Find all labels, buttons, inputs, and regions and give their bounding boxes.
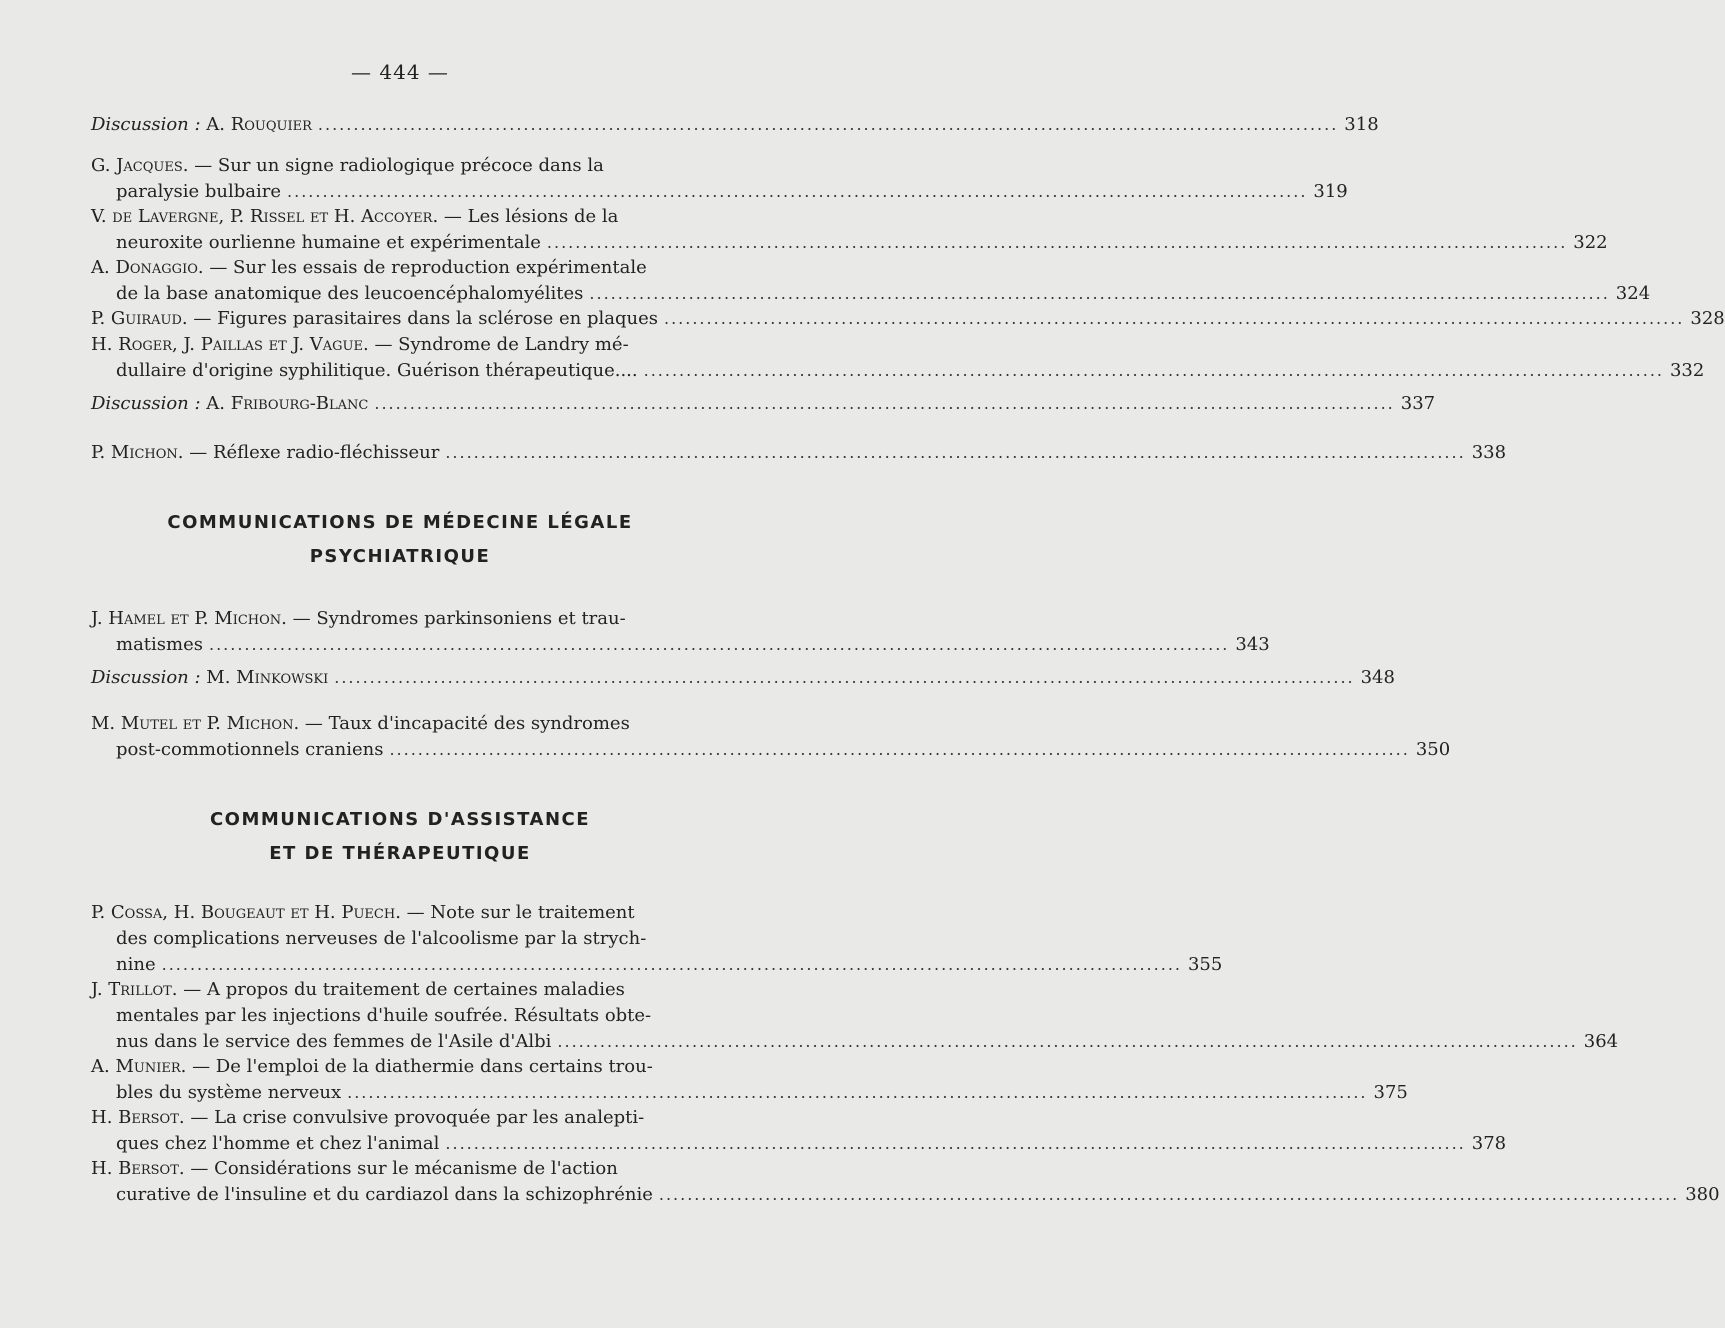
toc-entry-line <box>91 391 1436 417</box>
toc-entry-page: 337 <box>1400 393 1436 414</box>
toc-entry-page: 319 <box>1313 181 1348 202</box>
toc-entry-author: P. Guiraud. <box>91 308 188 329</box>
toc-entry-title: matismes <box>116 634 203 655</box>
toc-entry-author: H. Bersot. <box>91 1107 185 1128</box>
section-heading-line: COMMUNICATIONS DE MÉDECINE LÉGALE <box>167 512 633 533</box>
toc-entry-title: — Les lésions de la <box>443 206 619 227</box>
toc-entry-title: curative de l'insuline et du cardiazol dans la schizophrénie <box>116 1184 653 1205</box>
toc-entry-author: M. Minkowski <box>206 667 329 688</box>
toc-entry-text <box>116 926 646 952</box>
leader-dots <box>334 665 1354 691</box>
toc-entry-author: V. de Lavergne, P. Rissel et H. Accoyer. <box>91 206 439 227</box>
toc-entry-line <box>91 632 1270 658</box>
toc-entry-text <box>116 1131 439 1157</box>
toc-entry-line <box>91 1003 726 1029</box>
leader-dots <box>209 632 1229 658</box>
toc-entry-text <box>91 606 626 632</box>
toc-entry-title: neuroxite ourlienne humaine et expérimentale <box>116 232 541 253</box>
toc-entry-author: P. Michon. <box>91 442 184 463</box>
toc-entry-text <box>91 332 629 358</box>
toc-entry-text <box>91 391 368 417</box>
toc-entry-title: — A propos du traitement de certaines maladies <box>183 979 625 1000</box>
toc-entry-line <box>91 179 1348 205</box>
toc-entry <box>91 977 1619 1055</box>
leader-dots <box>547 230 1567 256</box>
discussion-label: Discussion : <box>91 667 201 688</box>
toc-entry-text <box>116 230 541 256</box>
discussion-label: Discussion : <box>91 114 201 135</box>
leader-dots <box>664 306 1684 332</box>
toc-entry <box>91 112 1379 138</box>
toc-entry-line <box>91 255 726 281</box>
leader-dots <box>374 391 1394 417</box>
toc-entry-page: 364 <box>1583 1031 1619 1052</box>
leader-dots <box>644 358 1664 384</box>
leader-dots <box>347 1080 1367 1106</box>
toc-entry-line <box>91 204 726 230</box>
toc-entry-title: — Considérations sur le mécanisme de l'action <box>190 1158 618 1179</box>
toc-entry-line <box>91 112 1379 138</box>
section-heading-line: PSYCHIATRIQUE <box>309 546 491 567</box>
toc-entry-text <box>91 665 328 691</box>
toc-entry-page: 375 <box>1373 1082 1408 1103</box>
toc-entry-title: ques chez l'homme et chez l'animal <box>116 1133 440 1154</box>
toc-entry-text <box>116 737 383 763</box>
toc-entry-text <box>91 977 625 1003</box>
toc-entry-title: mentales par les injections d'huile soufrée. Résultats obte- <box>116 1005 652 1026</box>
toc-entry-text <box>116 1029 551 1055</box>
toc-entry-line <box>91 952 1223 978</box>
toc-entry-line <box>91 306 1725 332</box>
leader-dots <box>557 1029 1577 1055</box>
toc-entry-text <box>91 1054 653 1080</box>
toc-entry-text <box>116 1080 341 1106</box>
toc-entry-title: de la base anatomique des leucoencéphalomyélites <box>116 283 584 304</box>
toc-entry-page: 322 <box>1573 232 1608 253</box>
toc-entry-text <box>116 1182 653 1208</box>
toc-entry-title: — Taux d'incapacité des syndromes <box>304 713 630 734</box>
toc-entry-line <box>91 1054 726 1080</box>
leader-dots <box>445 440 1465 466</box>
toc-entry-author: A. Donaggio. <box>91 257 204 278</box>
toc-entry-text <box>91 1105 644 1131</box>
toc-entry-author: A. Fribourg-Blanc <box>206 393 369 414</box>
toc-entry-text <box>91 1156 618 1182</box>
toc-entry-text <box>91 204 618 230</box>
toc-entry <box>91 153 1348 205</box>
section-heading-line: ET DE THÉRAPEUTIQUE <box>269 843 531 864</box>
toc-entry-line <box>91 1080 1408 1106</box>
section-heading-medecine-legale <box>0 506 800 574</box>
toc-entry <box>91 606 1270 658</box>
toc-entry-title: — Note sur le traitement <box>406 902 635 923</box>
toc-entry <box>91 1054 1408 1106</box>
toc-entry <box>91 306 1725 332</box>
toc-entry-page: 378 <box>1471 1133 1507 1154</box>
toc-entry-text <box>116 179 281 205</box>
toc-entry-page: 318 <box>1344 114 1379 135</box>
toc-entry-page: 343 <box>1235 634 1270 655</box>
leader-dots <box>445 1131 1465 1157</box>
toc-entry-text <box>116 632 203 658</box>
toc-entry-line <box>91 332 726 358</box>
toc-entry-title: nine <box>116 954 156 975</box>
leader-dots <box>162 952 1182 978</box>
toc-entry-line <box>91 153 726 179</box>
toc-entry-line <box>91 358 1705 384</box>
toc-entry-line <box>91 926 726 952</box>
toc-entry <box>91 665 1395 691</box>
toc-entry-text <box>91 153 604 179</box>
leader-dots <box>659 1182 1679 1208</box>
toc-entry-line <box>91 1029 1619 1055</box>
toc-entry-author: J. Hamel et P. Michon. <box>91 608 287 629</box>
toc-entry-text <box>91 900 635 926</box>
toc-entry-line <box>91 900 726 926</box>
toc-entry-title: nus dans le service des femmes de l'Asile d'Albi <box>116 1031 552 1052</box>
toc-entry-title: — Figures parasitaires dans la sclérose en plaques <box>193 308 658 329</box>
toc-entry-line <box>91 230 1608 256</box>
toc-entry-line <box>91 977 726 1003</box>
toc-entry-line <box>91 711 726 737</box>
toc-entry-page: 338 <box>1471 442 1507 463</box>
toc-entry-page: 380 <box>1685 1184 1720 1205</box>
toc-entry <box>91 711 1451 763</box>
leader-dots <box>589 281 1609 307</box>
toc-entry-author: A. Munier. <box>91 1056 187 1077</box>
toc-entry-title: — Syndrome de Landry mé- <box>374 334 629 355</box>
toc-entry <box>91 900 1223 978</box>
toc-entry-line <box>91 737 1451 763</box>
toc-entry-line <box>91 1131 1507 1157</box>
toc-entry-page: 324 <box>1615 283 1651 304</box>
toc-entry-author: A. Rouquier <box>206 114 312 135</box>
toc-entry-text <box>91 711 630 737</box>
toc-entry-text <box>116 952 156 978</box>
toc-entry-page: 355 <box>1187 954 1223 975</box>
toc-entry-text <box>116 1003 651 1029</box>
toc-entry-title: des complications nerveuses de l'alcoolisme par la strych- <box>116 928 647 949</box>
leader-dots <box>389 737 1409 763</box>
leader-dots <box>287 179 1307 205</box>
toc-entry-line <box>91 440 1507 466</box>
toc-entry-text <box>91 440 439 466</box>
toc-entry-text <box>91 255 647 281</box>
toc-entry <box>91 1156 1720 1208</box>
toc-entry-text <box>116 358 638 384</box>
toc-entry-author: J. Trillot. <box>91 979 178 1000</box>
toc-entry-author: H. Bersot. <box>91 1158 185 1179</box>
toc-entry-line <box>91 606 726 632</box>
toc-entry <box>91 440 1507 466</box>
toc-entry-title: — Syndromes parkinsoniens et trau- <box>292 608 626 629</box>
toc-entry-title: paralysie bulbaire <box>116 181 282 202</box>
toc-entry-author: P. Cossa, H. Bougeaut et H. Puech. <box>91 902 401 923</box>
toc-entry-line <box>91 1105 726 1131</box>
section-heading-assistance <box>0 803 800 871</box>
toc-entry-text <box>91 112 312 138</box>
discussion-label: Discussion : <box>91 393 201 414</box>
toc-entry-title: dullaire d'origine syphilitique. Guérison thérapeutique.... <box>116 360 638 381</box>
page-number: — 444 — <box>351 60 449 84</box>
leader-dots <box>318 112 1338 138</box>
toc-entry <box>91 1105 1507 1157</box>
toc-entry-text <box>91 306 658 332</box>
section-heading-line: COMMUNICATIONS D'ASSISTANCE <box>209 809 591 830</box>
toc-entry-title: — Sur les essais de reproduction expérimentale <box>209 257 647 278</box>
toc-entry-title: — Sur un signe radiologique précoce dans la <box>194 155 604 176</box>
toc-entry-title: — Réflexe radio-fléchisseur <box>189 442 440 463</box>
toc-entry-page: 328 <box>1690 308 1725 329</box>
toc-entry-line <box>91 281 1651 307</box>
toc-entry-page: 348 <box>1360 667 1395 688</box>
toc-entry-page: 332 <box>1669 360 1705 381</box>
toc-entry <box>91 204 1608 256</box>
toc-entry-line <box>91 1156 726 1182</box>
toc-entry-title: bles du système nerveux <box>116 1082 342 1103</box>
toc-entry <box>91 391 1436 417</box>
toc-entry-author: M. Mutel et P. Michon. <box>91 713 300 734</box>
toc-entry-author: G. Jacques. <box>91 155 189 176</box>
toc-entry-text <box>116 281 583 307</box>
toc-entry-author: H. Roger, J. Paillas et J. Vague. <box>91 334 369 355</box>
toc-entry-title: post-commotionnels craniens <box>116 739 384 760</box>
toc-entry-line <box>91 665 1395 691</box>
toc-entry-title: — La crise convulsive provoquée par les analepti- <box>190 1107 645 1128</box>
toc-entry-line <box>91 1182 1720 1208</box>
toc-entry <box>91 255 1651 307</box>
toc-entry-page: 350 <box>1415 739 1451 760</box>
toc-entry <box>91 332 1705 384</box>
toc-entry-title: — De l'emploi de la diathermie dans certains trou- <box>192 1056 653 1077</box>
